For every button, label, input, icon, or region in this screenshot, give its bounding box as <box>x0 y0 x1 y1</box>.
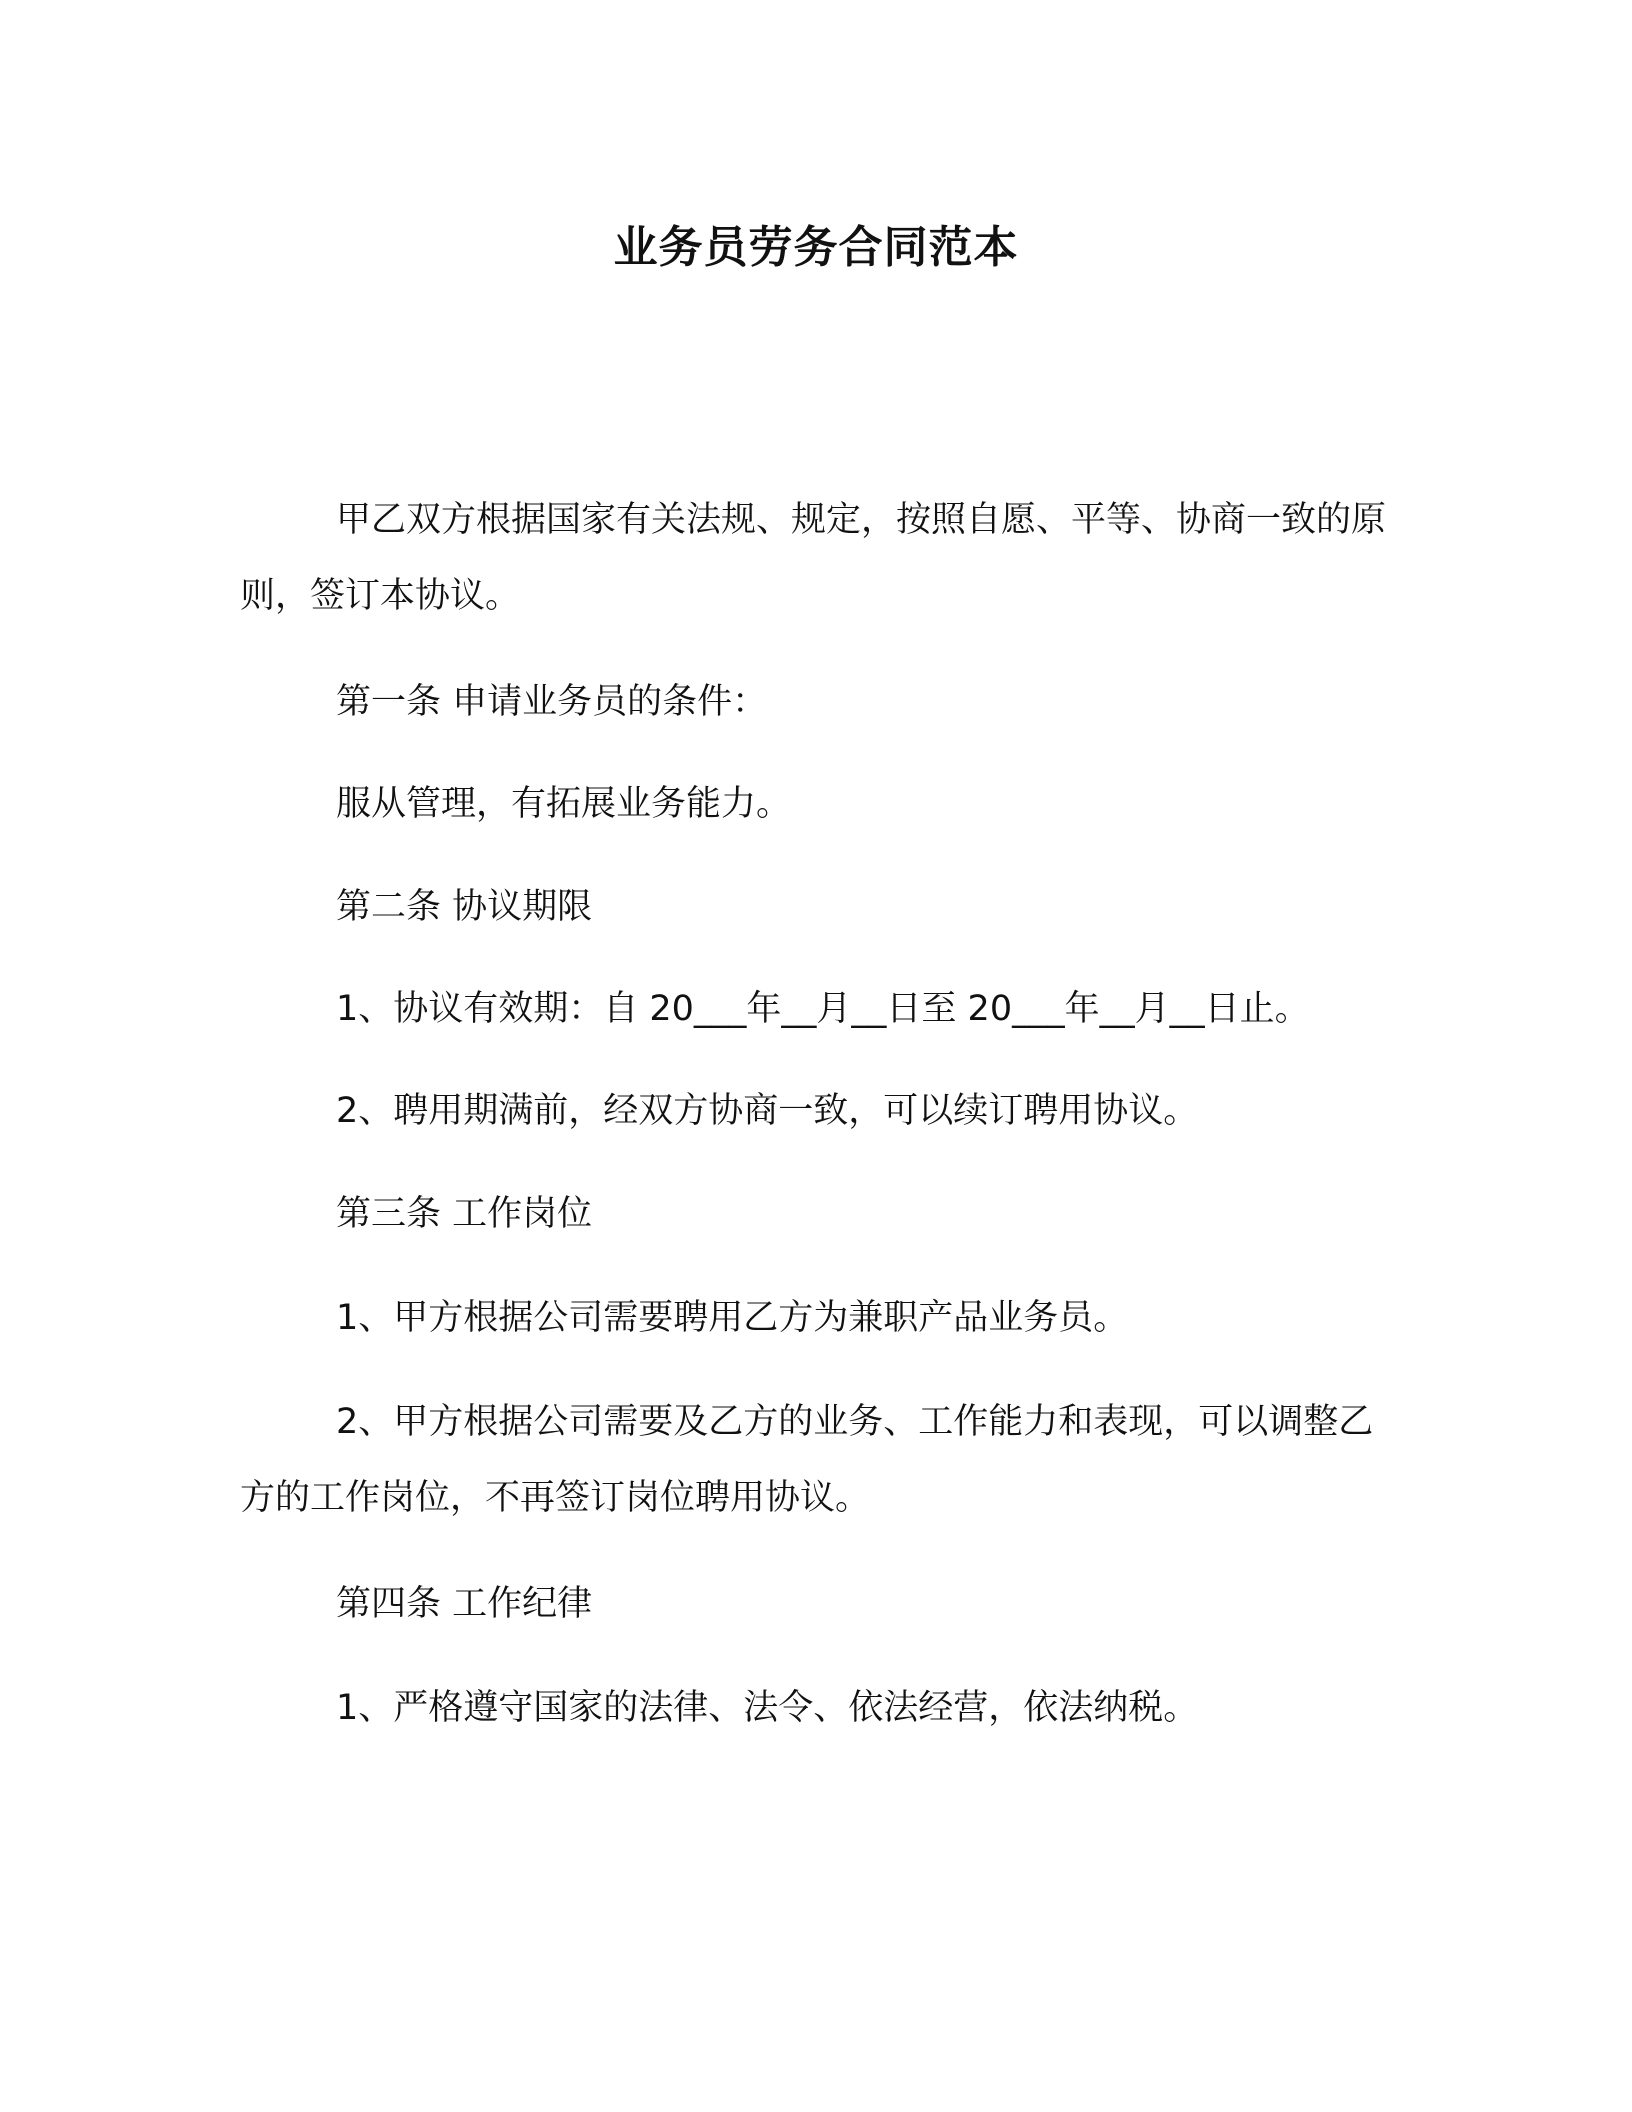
paragraph-article-2-heading: 第二条 协议期限 <box>336 887 593 927</box>
paragraph-article-4-heading: 第四条 工作纪律 <box>336 1584 593 1624</box>
paragraph-article-2-item-1: 1、协议有效期：自 20___年__月__日至 20___年__月__日止。 <box>336 989 1310 1029</box>
paragraph-article-4-item-1: 1、严格遵守国家的法律、法令、依法经营，依法纳税。 <box>336 1688 1199 1728</box>
paragraph-article-3-heading: 第三条 工作岗位 <box>336 1194 593 1234</box>
paragraph-article-3-item-2: 2、甲方根据公司需要及乙方的业务、工作能力和表现，可以调整乙方的工作岗位，不再签订岗位聘用协议。 <box>240 1402 1374 1518</box>
paragraph-article-2-item-2: 2、聘用期满前，经双方协商一致，可以续订聘用协议。 <box>336 1091 1199 1131</box>
paragraph-article-1-content: 服从管理，有拓展业务能力。 <box>336 784 792 824</box>
paragraph-article-1-heading: 第一条 申请业务员的条件： <box>336 682 768 722</box>
paragraph-intro: 甲乙双方根据国家有关法规、规定，按照自愿、平等、协商一致的原则，签订本协议。 <box>240 500 1387 616</box>
document-title: 业务员劳务合同范本 <box>613 222 1019 273</box>
paragraph-article-3-item-1: 1、甲方根据公司需要聘用乙方为兼职产品业务员。 <box>336 1298 1129 1338</box>
